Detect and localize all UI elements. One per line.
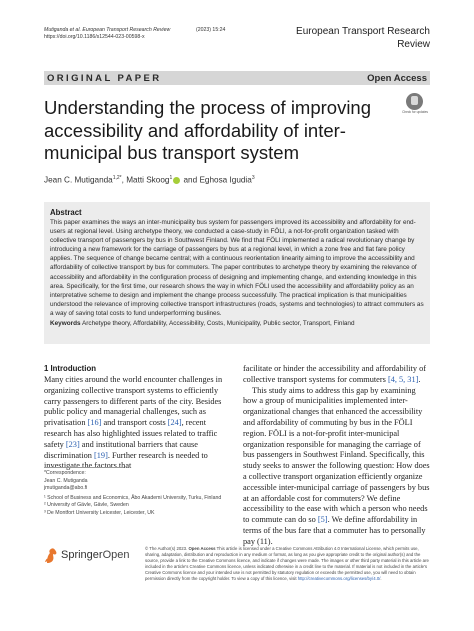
springer-open-logo: [44, 546, 134, 566]
correspondence-email[interactable]: jmutiganda@abo.fi: [44, 485, 88, 492]
citation: Mutiganda et al. European Transport Research Review: [44, 27, 171, 33]
keywords-label: Keywords: [50, 320, 81, 328]
citation-link[interactable]: [4, 5, 31]: [387, 374, 419, 384]
springer-brand: SpringerOpen: [61, 549, 130, 561]
crossmark-icon: [406, 93, 423, 110]
author-list: Jean C. Mutiganda$^{1,2*}$, Matti Skoog$^1$ and Eghosa Igudia$^3$: [44, 175, 255, 185]
abstract-box: [44, 202, 430, 344]
check-for-updates-badge[interactable]: [404, 93, 426, 119]
body-paragraph: facilitate or hinder the accessibility and affordability of collective transport systems for commuters [4, 5, 31].: [243, 364, 427, 384]
footnotes: [44, 470, 230, 518]
article-title: Understanding the process of improving accessibility and affordability of inter-municipal bus transport system: [44, 97, 372, 163]
body-column-left: [44, 364, 230, 472]
citation-link[interactable]: [19]: [94, 450, 108, 460]
crossmark-label: Check for updates: [402, 110, 428, 114]
article-type-bar: [44, 71, 430, 85]
author-name[interactable]: Eghosa Igudia: [199, 175, 252, 185]
author-affiliation-marker: 1,2*: [112, 175, 122, 181]
open-access-label: Open Access: [367, 72, 427, 84]
citation-link[interactable]: [5]: [317, 515, 328, 525]
journal-name-line1: European Transport Research: [296, 26, 430, 37]
correspondence-name: Jean C. Mutiganda: [44, 477, 88, 484]
author-affiliation-marker: 1: [169, 175, 173, 181]
author-affiliation-marker: 3: [251, 175, 255, 181]
year-issue: (2023) 15:24: [196, 27, 226, 33]
orcid-icon[interactable]: [173, 177, 180, 184]
keywords-list: Archetype theory, Affordability, Accessibility, Costs, Municipality, Public sector, Transport, Finland: [81, 320, 355, 328]
affiliation: ² University of Gävle, Gävle, Sweden: [44, 502, 129, 509]
abstract-text: This paper examines the ways an inter-municipality bus system for passengers improved its accessibility and affordability for end-users at regional level. Using archetype theory, we conducted a case-study in FÖLI, a not-for-profit organization tasked with collective transport of passengers by bus in Southwest Finland. We find that FÖLI implemented a radical revolutionary change by introducing a new framework for the carriage of passengers by bus at a regional level, in which a zone free and flat fare policy applies. The sequence of change became central; with a continuous reorientation linearity aiming to improve the accessibility and affordability of collective transport by bus for commuters. The paper contributes to archetype theory by examining the relevance of accessibility and affordability in the configuration process of designing and implementing change, and extending knowledge in this area. Specifically, for the first time, our research shows the way in which FÖLI used the accessibility and affordability policy as an interpretative scheme to design and implement the change process successfully. The practical implication is that municipalities understood the relevance of improving collective transport infrastructures (roads, systems and technologies) to attract commuters as a way of saving total costs to fund underperforming buslines.: [50, 219, 424, 317]
body-column-right: [243, 364, 430, 548]
journal-name-line2: Review: [397, 39, 430, 50]
body-paragraph: Many cities around the world encounter challenges in organizing collective transport systems to efficiently carry passengers to different parts of the city. Besides public policy and managerial challenges, such as privatisation [16] and transport costs [24], recent research has also highlighted issues related to traffic safety [23] and institutional barriers that cause discrimination [19]. Further research is needed to investigate the factors that: [44, 375, 223, 471]
license-link[interactable]: http://creativecommons.org/licenses/by/4.0/: [297, 576, 381, 581]
section-heading: 1 Introduction: [44, 364, 96, 373]
doi-link[interactable]: https://doi.org/10.1186/s12544-023-00598-x: [44, 34, 145, 41]
license-notice: © The Author(s) 2023. Open Access This article is licensed under a Creative Commons Attribution 4.0 International License, which permits use, sharing, adaptation, distribution and reproduction in any medium or format, as long as you give appropriate credit to the original author(s) and the source, provide a link to the Creative Commons licence, and indicate if changes were made. The images or other third party material in this article are included in the article's Creative Commons licence, unless indicated otherwise in a credit line to the material. If material is not included in the article's Creative Commons licence and your intended use is not permitted by statutory regulation or exceeds the permitted use, you will need to obtain permission directly from the copyright holder. To view a copy of this licence, visit http://creativecommons.org/licenses/by/4.0/.: [145, 546, 429, 581]
keywords: [50, 319, 424, 328]
footnote-divider: [44, 467, 124, 468]
journal-name: [280, 25, 430, 51]
citation-link[interactable]: [16]: [87, 418, 102, 428]
author-connector: and: [183, 175, 198, 185]
correspondence-label: *Correspondence:: [44, 470, 86, 476]
springer-horse-icon: [44, 547, 58, 564]
article-type: ORIGINAL PAPER: [47, 72, 162, 84]
affiliation: ³ De Montfort University Leicester, Leicester, UK: [44, 509, 155, 516]
citation-link[interactable]: [24]: [167, 418, 182, 428]
body-paragraph: This study aims to address this gap by examining how a group of municipalities implemented inter-organizational changes that enhanced the accessibility and affordability of commuting by bus in the FÖLI region. FÖLI is a not-for-profit inter-municipal organization responsible for managing the carriage of bus passengers in Southwest Finland. Specifically, this study seeks to answer the following question: How does a collective transport organization efficiently organize accessible inter-municipal carriage of passengers by bus at an affordable cost for commuters? We define accessibility to the ease with which a person who needs to commute can do so [5]. We define affordability in terms of the bus fare that a commuter has to personally pay (11).: [243, 385, 430, 546]
author-name[interactable]: Matti Skoog: [126, 175, 170, 185]
author-name[interactable]: Jean C. Mutiganda: [44, 175, 113, 185]
running-header: [44, 27, 170, 41]
abstract-heading: Abstract: [50, 208, 82, 217]
citation-link[interactable]: [23]: [65, 439, 80, 449]
affiliation: ¹ School of Business and Economics, Åbo Akademi University, Turku, Finland: [44, 494, 222, 501]
